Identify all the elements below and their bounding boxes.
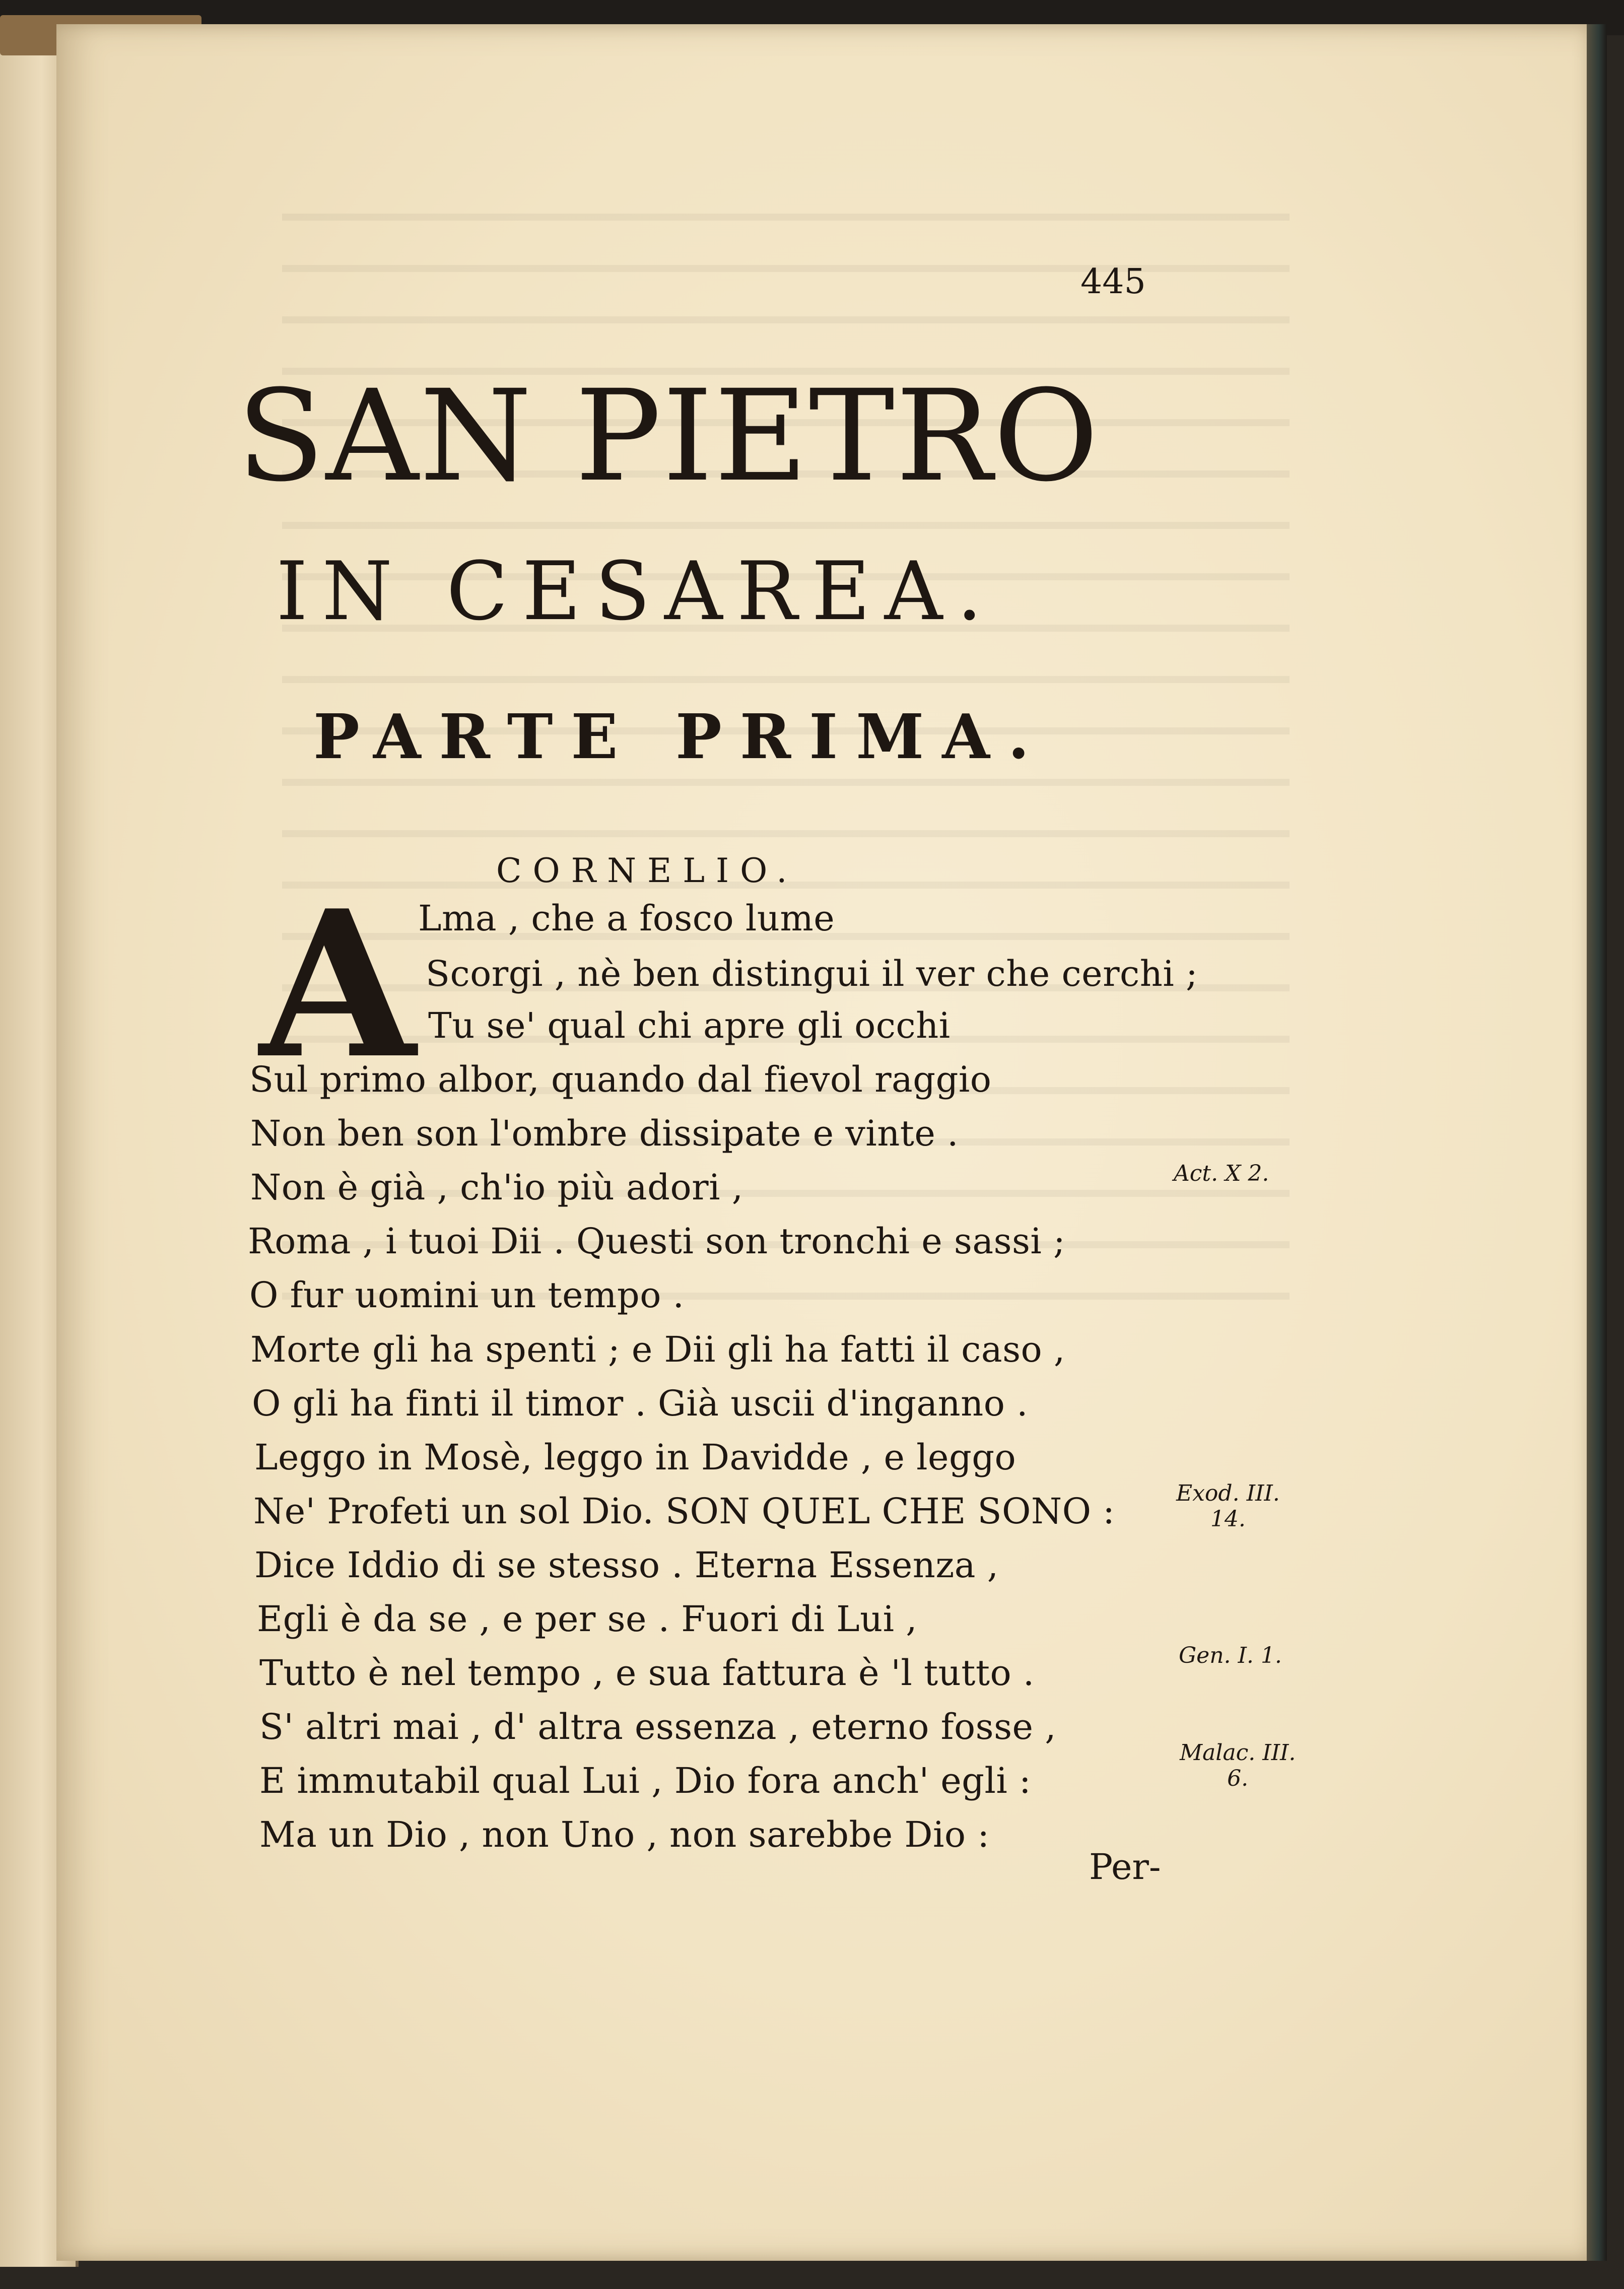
verse-line: Dice Iddio di se stesso . Eterna Essenza , <box>254 1544 999 1586</box>
drop-cap: A <box>259 866 416 1103</box>
title-line-1: SAN PIETRO <box>237 363 1100 509</box>
verse-line: Scorgi , nè ben distingui il ver che cerchi ; <box>426 953 1198 994</box>
verse-line: S' altri mai , d' altra essenza , eterno fosse , <box>259 1706 1056 1747</box>
margin-note: Act. X 2. <box>1174 1161 1269 1186</box>
verse-line: Non è già , ch'io più adori , <box>250 1167 743 1208</box>
verse-line: Ne' Profeti un sol Dio. SON QUEL CHE SONO : <box>253 1491 1115 1532</box>
verse-line: E immutabil qual Lui , Dio fora anch' egli : <box>259 1760 1032 1801</box>
speaker-name: CORNELIO. <box>496 851 798 890</box>
verse-line: Leggo in Mosè, leggo in Davidde , e leggo <box>254 1437 1017 1478</box>
margin-note: Malac. III. 6. <box>1180 1740 1296 1791</box>
verse-line: Roma , i tuoi Dii . Questi son tronchi e sassi ; <box>248 1221 1066 1262</box>
verse-line: Ma un Dio , non Uno , non sarebbe Dio : <box>259 1814 990 1855</box>
verse-line: O fur uomini un tempo . <box>249 1274 685 1316</box>
verse-line: O gli ha finti il timor . Già uscii d'inganno . <box>252 1383 1028 1424</box>
verse-line: Morte gli ha spenti ; e Dii gli ha fatti il caso , <box>250 1329 1065 1370</box>
verse-line: Egli è da se , e per se . Fuori di Lui , <box>257 1598 918 1640</box>
margin-note: Exod. III. 14. <box>1176 1480 1280 1532</box>
verse-line: Tu se' qual chi apre gli occhi <box>428 1005 951 1046</box>
verse-line: Lma , che a fosco lume <box>418 898 835 939</box>
verse-line: Tutto è nel tempo , e sua fattura è 'l tutto . <box>259 1652 1035 1694</box>
part-heading: PARTE PRIMA. <box>313 700 1048 773</box>
title-line-2: IN CESAREA. <box>276 544 997 638</box>
catchword: Per- <box>1089 1846 1161 1888</box>
margin-note: Gen. I. 1. <box>1179 1643 1282 1668</box>
page-number: 445 <box>1080 262 1146 302</box>
verse-line: Non ben son l'ombre dissipate e vinte . <box>250 1113 959 1154</box>
right-page-edge <box>1587 24 1607 2261</box>
verse-line: Sul primo albor, quando dal fievol raggio <box>249 1059 992 1100</box>
